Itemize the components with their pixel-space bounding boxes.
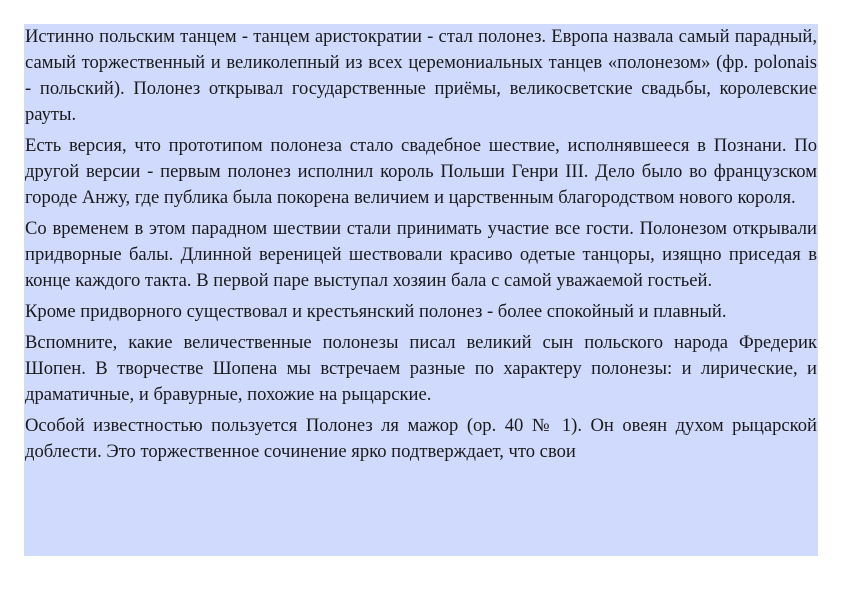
paragraph-3: Со временем в этом парадном шествии стали принимать участие все гости. Полонезом открывали придворные балы. Длинной вереницей шествовали красиво одетые танцоры, изящно приседая в конце каждого такта. В первой паре выступал хозяин бала с самой уважаемой гостьей. bbox=[25, 218, 817, 291]
paragraph-2: Есть версия, что прототипом полонеза стало свадебное шествие, исполнявшееся в Познани. По другой версии - первым полонез исполнил король Польши Генри III. Дело было во французском городе Анжу, где публика была покорена величием и царственным благородством нового короля. bbox=[25, 135, 817, 208]
paragraph-1: Истинно польским танцем - танцем аристократии - стал полонез. Европа назвала самый парадный, самый торжественный и великолепный из всех церемониальных танцев «полонезом» (фр. polonais - польский). Полонез открывал государственные приёмы, великосветские свадьбы, королевские рауты. bbox=[25, 26, 817, 125]
text-block bbox=[24, 24, 818, 556]
paragraph-5: Вспомните, какие величественные полонезы писал великий сын польского народа Фредерик Шопен. В творчестве Шопена мы встречаем разные по характеру полонезы: и лирические, и драматичные, и бравурные, похожие на рыцарские. bbox=[25, 332, 817, 405]
paragraph-4: Кроме придворного существовал и крестьянский полонез - более спокойный и плавный. bbox=[25, 301, 727, 322]
paragraph-6: Особой известностью пользуется Полонез ля мажор (ор. 40 № 1). Он овеян духом рыцарской доблести. Это торжественное сочинение ярко подтверждает, что свои bbox=[25, 415, 817, 462]
